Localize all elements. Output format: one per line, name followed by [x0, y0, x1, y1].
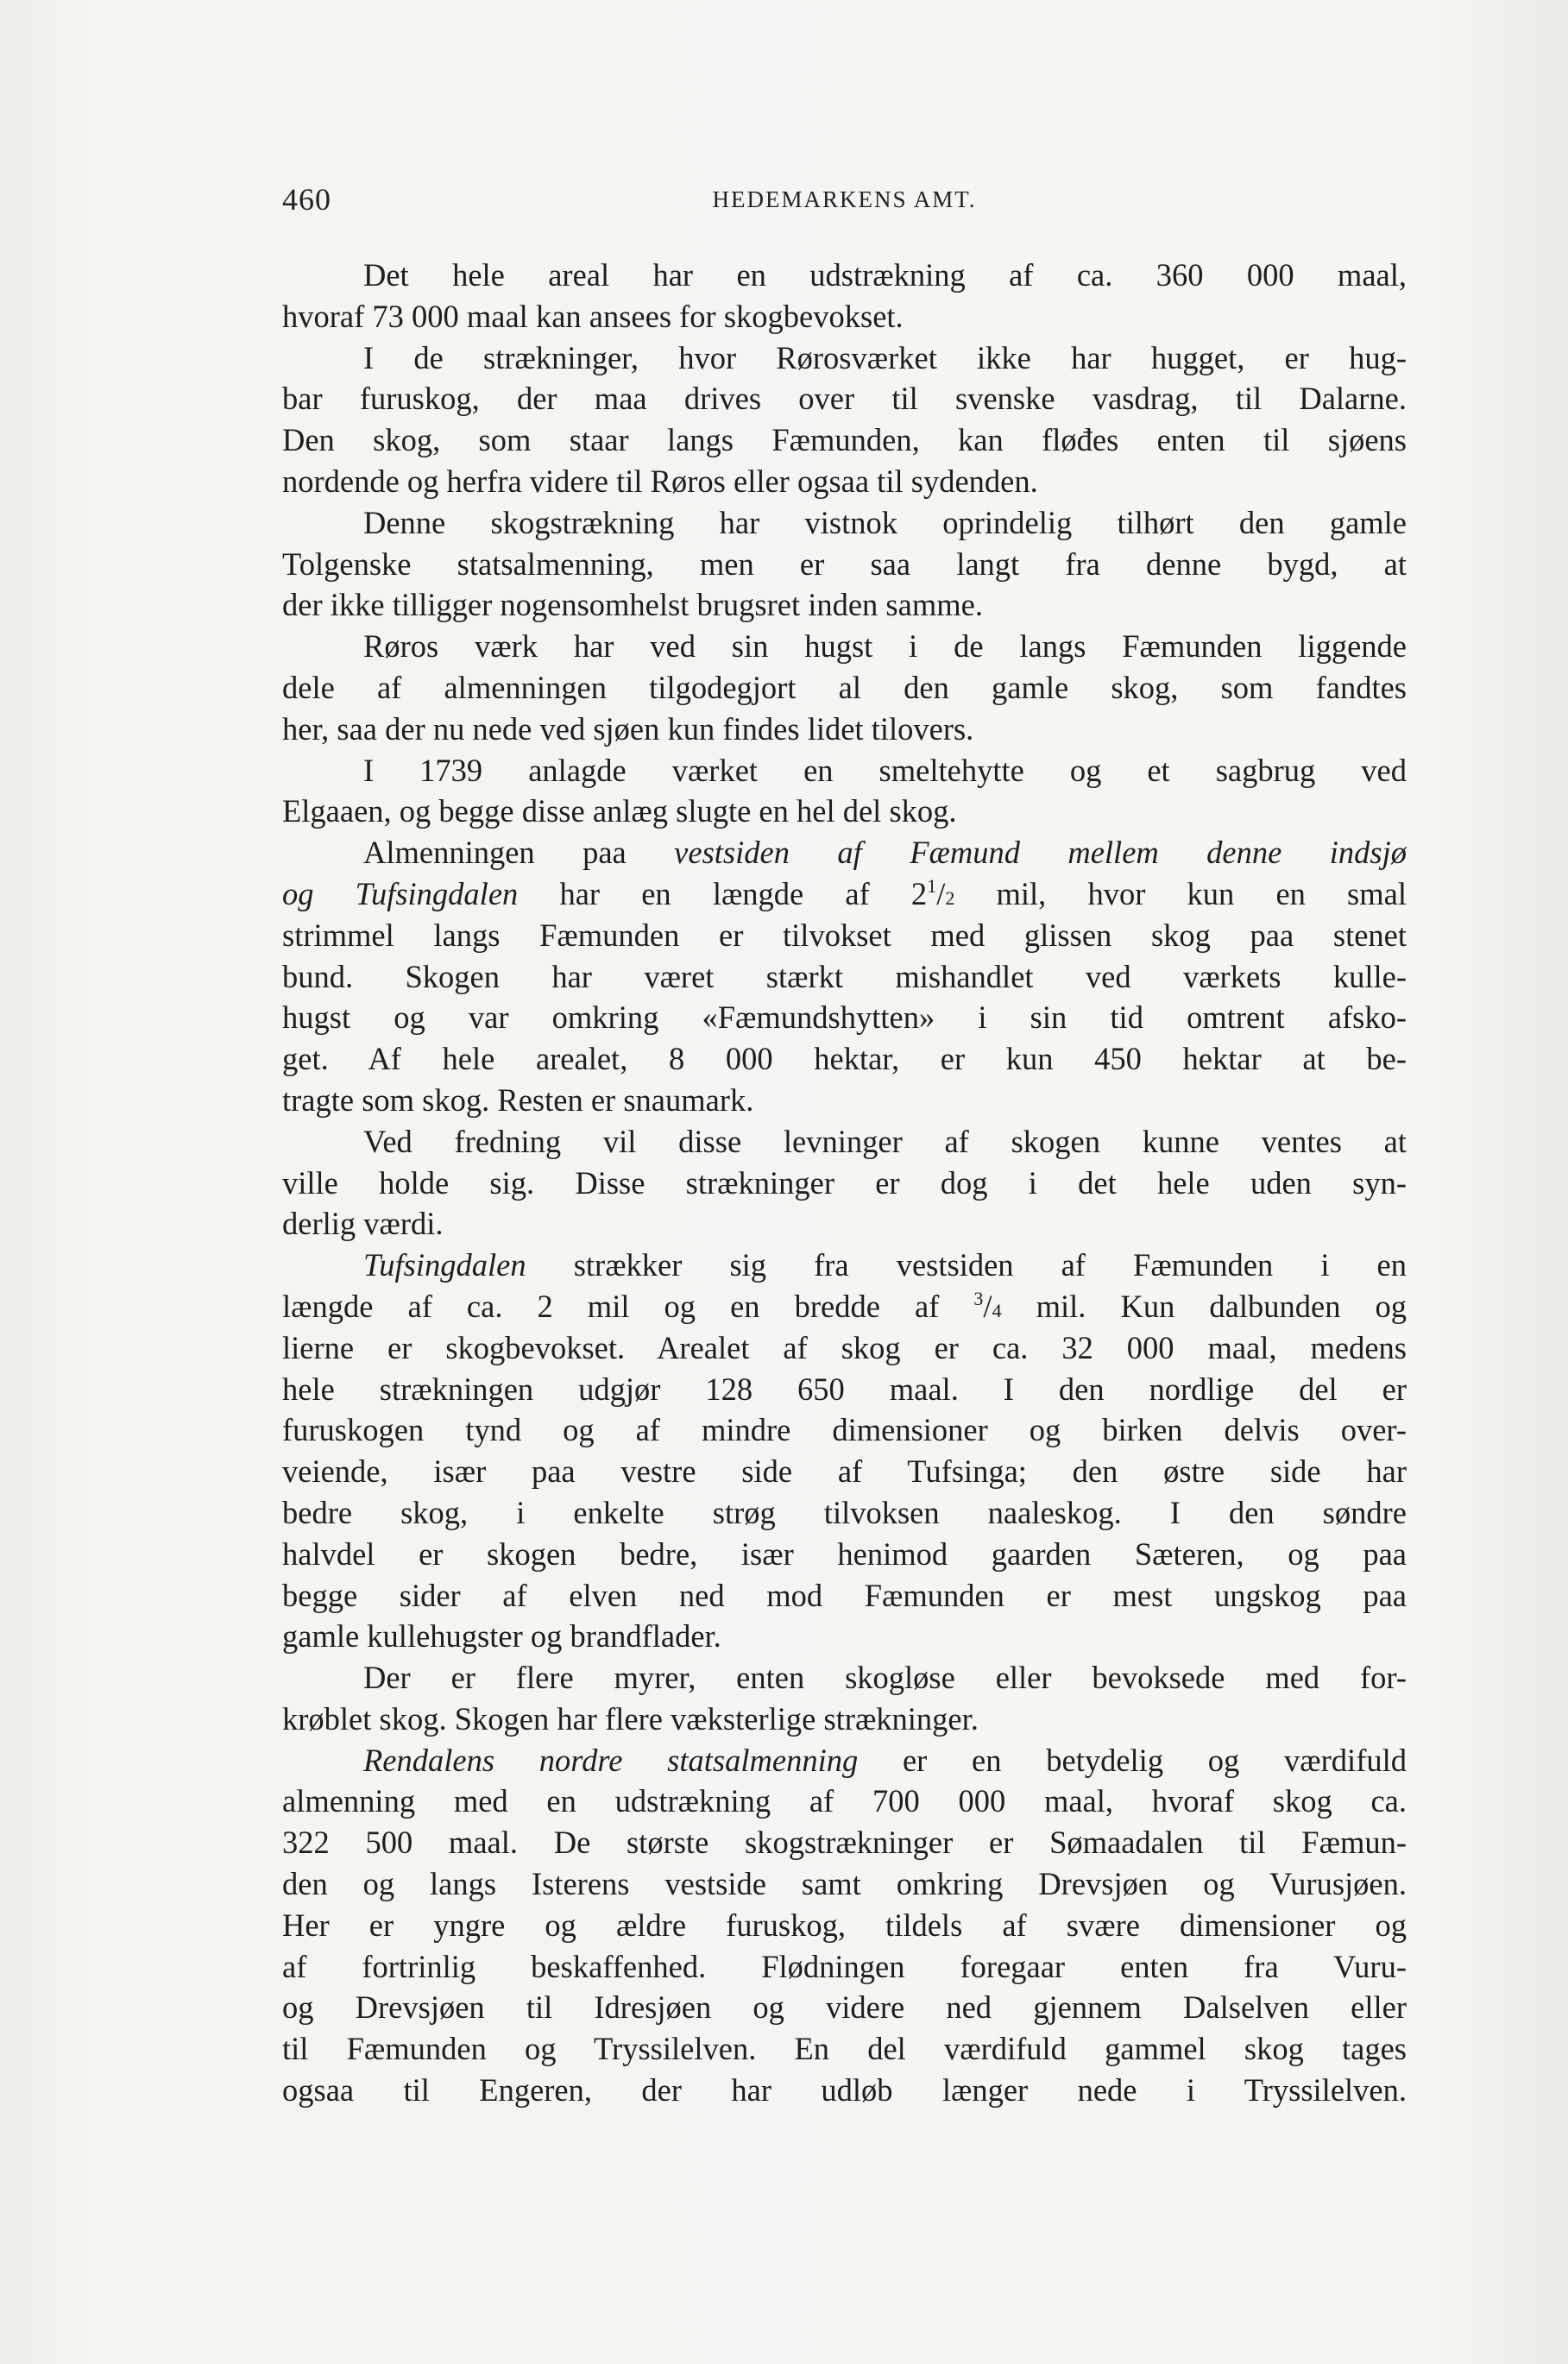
text-line: Ved fredning vil disse levninger af skogen kunne ventes at: [363, 1123, 1407, 1159]
text-line: dele af almenningen tilgodegjort al den gamle skog, som fandtes: [282, 669, 1407, 705]
text-line: I de strækninger, hvor Rørosværket ikke har hugget, er hug-: [363, 339, 1407, 375]
text-run: 1: [927, 874, 937, 897]
italic-text: og Tufsingdalen: [282, 875, 519, 911]
text-line: her, saa der nu nede ved sjøen kun findes lidet tilovers.: [282, 710, 974, 747]
body-text: [282, 255, 1407, 2111]
text-line: bar furuskog, der maa drives over til svenske vasdrag, til Dalarne.: [282, 381, 1407, 417]
text-line: get. Af hele arealet, 8 000 hektar, er kun 450 hektar at be-: [282, 1041, 1407, 1077]
text-line: furuskogen tynd og af mindre dimensioner og birken delvis over-: [282, 1412, 1407, 1448]
text-line: veiende, især paa vestre side af Tufsinga; den østre side har: [282, 1453, 1407, 1490]
text-line: derlig værdi.: [282, 1206, 444, 1242]
text-line: Det hele areal har en udstrækning af ca. 360 000 maal,: [363, 257, 1407, 293]
text-line: [282, 832, 1407, 873]
text-line: Denne skogstrækning har vistnok oprindelig tilhørt den gamle: [363, 504, 1407, 540]
text-line: ogsaa til Engeren, der har udløb længer nede i Tryssilelven.: [282, 2072, 1407, 2109]
text-run: /: [983, 1288, 992, 1324]
text-line: begge sider af elven ned mod Fæmunden er mest ungskog paa: [282, 1577, 1407, 1613]
text-line: 322 500 maal. De største skogstrækninger er Sømaadalen til Fæmun-: [282, 1825, 1407, 1861]
text-line: hugst og var omkring «Fæmundshytten» i sin tid omtrent afsko-: [282, 999, 1407, 1036]
text-line: bedre skog, i enkelte strøg tilvoksen naaleskog. I den søndre: [282, 1494, 1407, 1530]
text-line: [282, 1286, 1407, 1327]
text-run: mil. Kun dalbunden og: [1001, 1288, 1407, 1324]
text-line: strimmel langs Fæmunden er tilvokset med glissen skog paa stenet: [282, 917, 1407, 953]
text-line: til Fæmunden og Tryssilelven. En del værdifuld gammel skog tages: [282, 2031, 1407, 2067]
text-line: hvoraf 73 000 maal kan ansees for skogbevokset.: [282, 298, 904, 334]
text-run: Almenningen paa: [363, 835, 675, 871]
text-run: strækker sig fra vestsiden af Fæmunden i en: [526, 1247, 1407, 1283]
text-line: Her er yngre og ældre furuskog, tildels af svære dimensioner og: [282, 1907, 1407, 1943]
text-line: ville holde sig. Disse strækninger er dog i det hele uden syn-: [282, 1164, 1407, 1201]
text-run: mil, hvor kun en smal: [954, 875, 1407, 911]
text-line: I 1739 anlagde værket en smeltehytte og et sagbrug ved: [363, 752, 1407, 788]
italic-text: Rendalens nordre statsalmenning: [363, 1742, 859, 1778]
text-line: den og langs Isterens vestside samt omkring Drevsjøen og Vurusjøen.: [282, 1866, 1407, 1902]
text-line: bund. Skogen har været stærkt mishandlet ved værkets kulle-: [282, 958, 1407, 994]
text-line: Der er flere myrer, enten skogløse eller bevoksede med for-: [363, 1660, 1407, 1696]
text-run: 3: [973, 1287, 984, 1309]
italic-text: vestsiden af Fæmund mellem denne indsjø: [674, 835, 1407, 871]
text-line: Elgaaen, og begge disse anlæg slugte en hel del skog.: [282, 793, 957, 829]
text-run: er en betydelig og værdifuld: [858, 1742, 1407, 1778]
text-line: der ikke tilligger nogensomhelst brugsret inden samme.: [282, 587, 983, 623]
running-title: HEDEMARKENS AMT.: [712, 186, 977, 212]
text-line: hele strækningen udgjør 128 650 maal. I den nordlige del er: [282, 1371, 1407, 1407]
text-line: nordende og herfra videre til Røros eller ogsaa til sydenden.: [282, 463, 1038, 499]
text-run: 2: [945, 886, 955, 909]
page-header: [282, 181, 1407, 216]
text-line: af fortrinlig beskaffenhed. Flødningen foregaar enten fra Vuru-: [282, 1948, 1407, 1984]
text-run: har en længde af 2: [518, 875, 928, 911]
text-line: Tolgenske statsalmenning, men er saa langt fra denne bygd, at: [282, 545, 1407, 582]
text-line: [282, 1245, 1407, 1286]
text-line: krøblet skog. Skogen har flere væksterlige strækninger.: [282, 1700, 979, 1737]
text-line: lierne er skogbevokset. Arealet af skog er ca. 32 000 maal, medens: [282, 1329, 1407, 1365]
italic-text: Tufsingdalen: [363, 1247, 526, 1283]
text-line: Den skog, som staar langs Fæmunden, kan fløđes enten til sjøens: [282, 422, 1407, 458]
text-run: 4: [992, 1299, 1002, 1321]
text-run: længde af ca. 2 mil og en bredde af: [282, 1288, 974, 1324]
text-run: /: [936, 875, 946, 911]
text-line: halvdel er skogen bedre, især henimod gaarden Sæteren, og paa: [282, 1535, 1407, 1572]
text-line: og Drevsjøen til Idresjøen og videre ned gjennem Dalselven eller: [282, 1989, 1407, 2026]
text-line: tragte som skog. Resten er snaumark.: [282, 1081, 754, 1118]
text-line: [282, 873, 1407, 915]
text-line: [282, 1740, 1407, 1781]
text-line: Røros værk har ved sin hugst i de langs Fæmunden liggende: [363, 628, 1407, 665]
page-number: 460: [282, 182, 331, 217]
text-line: almenning med en udstrækning af 700 000 maal, hvoraf skog ca.: [282, 1783, 1407, 1819]
text-line: gamle kullehugster og brandflader.: [282, 1618, 721, 1655]
